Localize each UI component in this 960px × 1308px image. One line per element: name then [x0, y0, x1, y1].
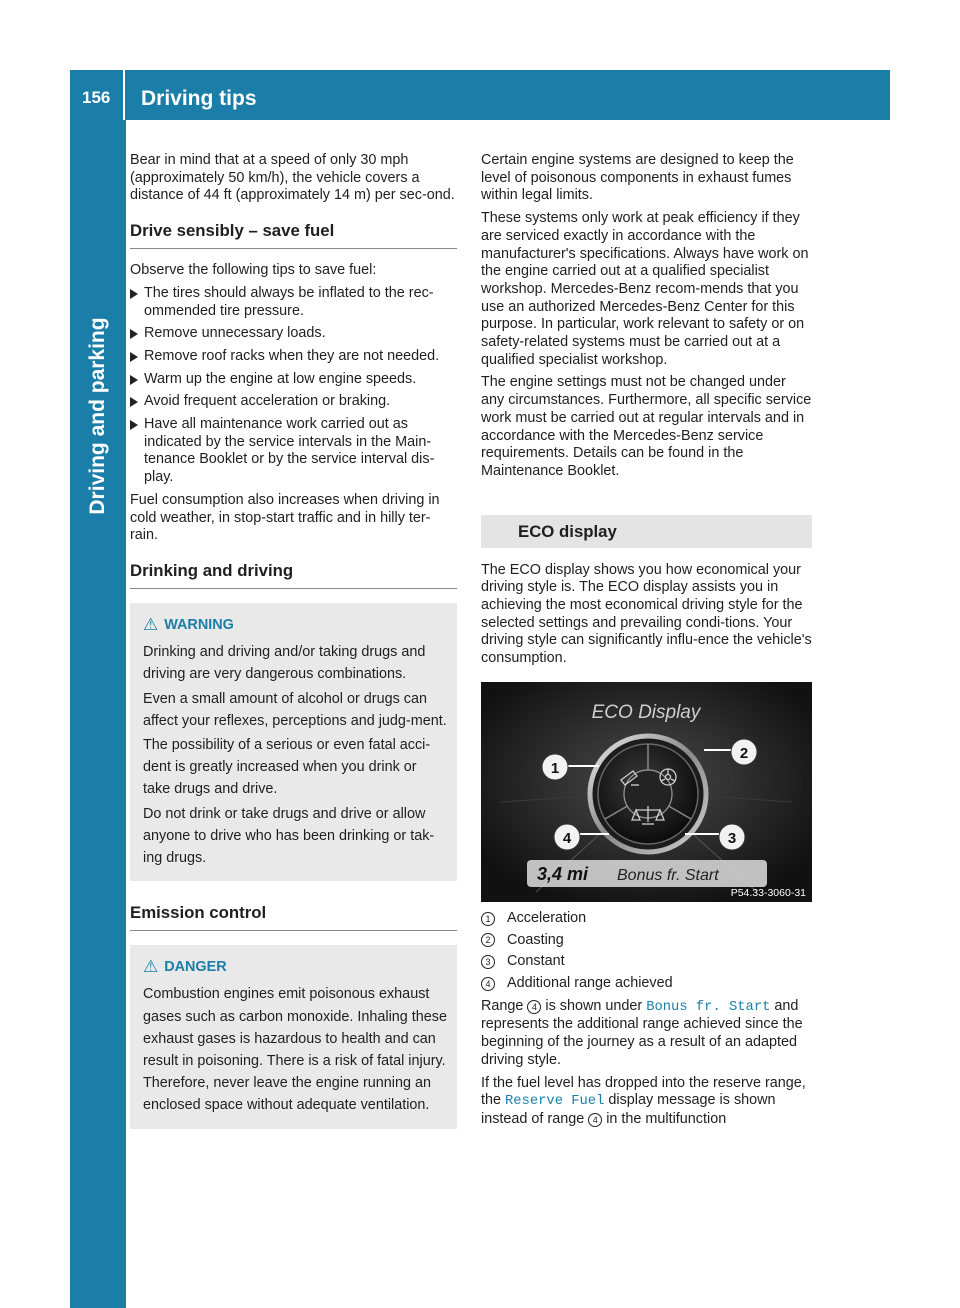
number-badge: 4 [527, 1000, 541, 1014]
warning-text: Even a small amount of alcohol or drugs can affect your reflexes, perceptions and judg-ment. [143, 690, 447, 729]
side-tab-label: Driving and parking [86, 317, 109, 515]
danger-box [130, 945, 457, 1128]
reserve-paragraph: If the fuel level has dropped into the reserve range, the Reserve Fuel display message is shown instead of range 4 in the multifunction [481, 1074, 806, 1127]
figure-legend [481, 910, 812, 993]
number-badge: 2 [481, 933, 495, 947]
warning-label: WARNING [164, 616, 234, 633]
arrow-icon [130, 329, 138, 339]
callout-4 [554, 824, 580, 850]
number-badge: 3 [481, 955, 495, 969]
chapter-title: Driving tips [141, 87, 257, 110]
page-header [70, 70, 890, 120]
warning-triangle-icon: ⚠ [143, 957, 159, 977]
list-item: Avoid frequent acceleration or braking. [130, 393, 457, 411]
warning-text: Do not drink or take drugs and drive or allow anyone to drive who has been drinking or tak-ing drugs. [143, 805, 435, 866]
svg-text:4: 4 [562, 829, 572, 847]
paragraph: The engine settings must not be changed under any circumstances. Furthermore, all specific service work must be carried out at regular intervals and in accordance with the Mercedes-Benz service requirements. Details can be found in the Maintenance Booklet. [481, 374, 812, 479]
warning-text: Drinking and driving and/or taking drugs and driving are very dangerous combinations. [143, 644, 426, 683]
svg-text:1: 1 [550, 759, 560, 777]
range-paragraph: Range 4 is shown under Bonus fr. Start and represents the additional range achieved since the beginning of the journey as a result of an adapted driving style. [481, 997, 803, 1068]
warning-text: The possibility of a serious or even fatal acci-dent is greatly increased when you drink or take drugs and drive. [143, 736, 431, 798]
figure-code: P54.33-3060-31 [730, 886, 806, 899]
list-item: 1 Acceleration [481, 910, 812, 928]
emission-heading: Emission control [130, 903, 457, 931]
display-message-code: Reserve Fuel [505, 1094, 605, 1110]
fuel-tips-list [130, 285, 457, 487]
display-message-code: Bonus fr. Start [646, 999, 771, 1015]
fuel-note: Fuel consumption also increases when driving in cold weather, in stop-start traffic and in hilly ter-rain. [130, 491, 440, 544]
arrow-icon [130, 397, 138, 407]
list-item: 3 Constant [481, 953, 812, 971]
figure-title: ECO Display [591, 701, 701, 723]
list-item: Remove unnecessary loads. [130, 325, 457, 343]
number-badge: 4 [588, 1113, 602, 1127]
svg-text:3: 3 [727, 829, 737, 847]
drinking-heading: Drinking and driving [130, 561, 457, 589]
drive-sensibly-heading: Drive sensibly – save fuel [130, 221, 457, 249]
arrow-icon [130, 289, 138, 299]
right-column [481, 152, 812, 1134]
danger-label: DANGER [164, 959, 227, 976]
arrow-icon [130, 352, 138, 362]
range-label: Bonus fr. Start [617, 866, 719, 884]
number-badge: 1 [481, 912, 495, 926]
arrow-icon [130, 375, 138, 385]
drive-intro: Observe the following tips to save fuel: [130, 262, 377, 279]
range-value: 3,4 mi [537, 863, 589, 884]
callout-2 [731, 739, 757, 765]
arrow-icon [130, 420, 138, 430]
header-divider [123, 70, 125, 120]
list-item: Have all maintenance work carried out as indicated by the service intervals in the Main-tenance Booklet or by the service interval dis-play. [130, 416, 457, 487]
list-item: The tires should always be inflated to the rec-ommended tire pressure. [130, 285, 457, 320]
list-item: Warm up the engine at low engine speeds. [130, 371, 457, 389]
left-column [130, 152, 457, 1151]
warning-box [130, 603, 457, 881]
paragraph: Certain engine systems are designed to keep the level of poisonous components in exhaust fumes within legal limits. [481, 152, 794, 204]
eco-display-figure [481, 682, 812, 902]
list-item: 4 Additional range achieved [481, 975, 812, 993]
svg-text:2: 2 [739, 744, 749, 762]
intro-paragraph: Bear in mind that at a speed of only 30 mph (approximately 50 km/h), the vehicle covers a distance of 44 ft (approximately 14 m) per sec-ond. [130, 152, 455, 204]
paragraph: These systems only work at peak efficiency if they are serviced exactly in accordance with the manufacturer's specifications. Always have work on the engine carried out at a qualified specialist workshop. Mercedes-Benz recom-mends that you use an authorized Mercedes-Benz Center for this purpose. In particular, work relevant to safety or on safety-related systems must be carried out at a qualified specialist workshop. [481, 210, 809, 368]
list-item: Remove roof racks when they are not needed. [130, 348, 457, 366]
danger-text: Combustion engines emit poisonous exhaust gases such as carbon monoxide. Inhaling these exhaust gases is hazardous to health and can result in poisoning. There is a risk of fatal injury. Therefore, never leave the engine running an enclosed space without adequate ventilation. [143, 986, 447, 1114]
eco-display-heading: ECO display [481, 515, 812, 548]
warning-triangle-icon: ⚠ [143, 615, 159, 635]
list-item: 2 Coasting [481, 932, 812, 950]
eco-display-illustration [481, 682, 812, 902]
callout-1 [542, 754, 568, 780]
page-number: 156 [82, 88, 111, 107]
side-tab [70, 120, 126, 1308]
eco-intro: The ECO display shows you how economical your driving style is. The ECO display assists you in achieving the most economical driving style for the selected settings and prevailing condi-tions. Your driving style can significantly influ-ence the vehicle's consumption. [481, 561, 812, 667]
callout-3 [719, 824, 745, 850]
number-badge: 4 [481, 977, 495, 991]
